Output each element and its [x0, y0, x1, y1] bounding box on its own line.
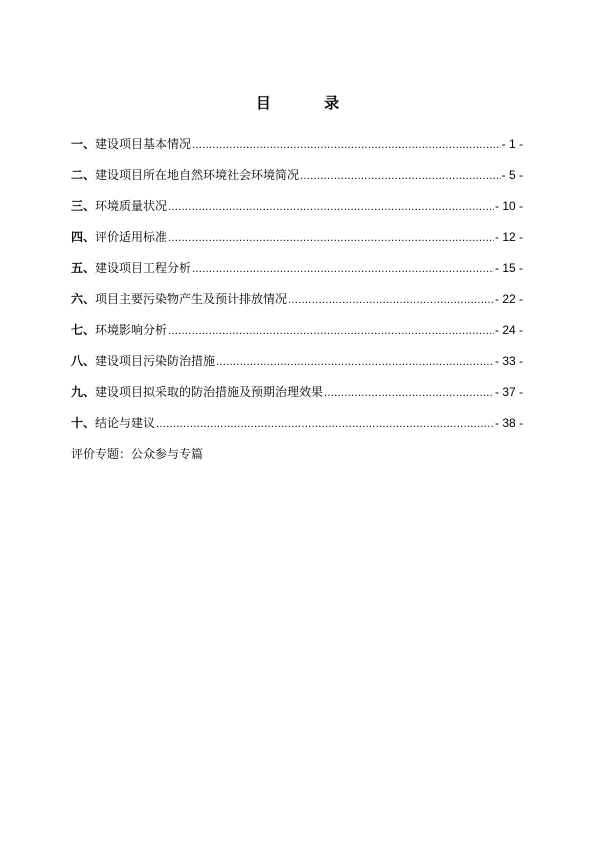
- toc-dot-leader: [168, 198, 494, 218]
- toc-entry-page: - 12 -: [494, 230, 523, 244]
- toc-entry-page: - 15 -: [494, 261, 523, 275]
- toc-entry-page: - 37 -: [494, 385, 523, 399]
- toc-entry[interactable]: [71, 196, 523, 227]
- toc-entry[interactable]: [71, 227, 523, 258]
- toc-entry-title: 结论与建议: [95, 416, 156, 430]
- toc-entry[interactable]: [71, 289, 523, 320]
- table-of-contents: [71, 134, 523, 444]
- toc-entry-title: 环境质量状况: [95, 199, 168, 213]
- toc-entry-title: 环境影响分析: [95, 323, 168, 337]
- toc-entry-title: 建设项目基本情况: [95, 137, 192, 151]
- toc-entry-number: 四、: [71, 230, 96, 244]
- toc-dot-leader: [168, 229, 494, 249]
- toc-entry[interactable]: [71, 413, 523, 444]
- toc-dot-leader: [324, 384, 494, 404]
- toc-entry-title: 建设项目所在地自然环境社会环境简况: [95, 168, 300, 182]
- toc-entry-title: 建设项目工程分析: [95, 261, 192, 275]
- toc-entry-page: - 33 -: [494, 354, 523, 368]
- toc-entry-title: 项目主要污染物产生及预计排放情况: [95, 292, 288, 306]
- toc-entry[interactable]: [71, 382, 523, 413]
- toc-entry[interactable]: [71, 165, 523, 196]
- toc-entry-number: 一、: [71, 137, 96, 151]
- toc-entry-number: 九、: [71, 385, 96, 399]
- toc-entry-page: - 38 -: [494, 416, 523, 430]
- toc-entry-number: 三、: [71, 199, 96, 213]
- toc-dot-leader: [216, 353, 494, 373]
- toc-dot-leader: [288, 291, 494, 311]
- toc-entry-number: 二、: [71, 168, 96, 182]
- toc-entry-number: 五、: [71, 261, 96, 275]
- toc-dot-leader: [168, 322, 494, 342]
- toc-dot-leader: [156, 415, 494, 435]
- appendix-note: 评价专题：公众参与专篇: [71, 447, 204, 461]
- toc-entry[interactable]: [71, 320, 523, 351]
- toc-entry-page: - 1 -: [501, 137, 523, 151]
- toc-dot-leader: [192, 136, 501, 156]
- toc-entry-number: 八、: [71, 354, 96, 368]
- page-title: 目 录: [255, 94, 364, 112]
- toc-entry-page: - 22 -: [494, 292, 523, 306]
- toc-entry-number: 六、: [71, 292, 96, 306]
- toc-entry[interactable]: [71, 258, 523, 289]
- toc-dot-leader: [300, 167, 501, 187]
- toc-entry-number: 七、: [71, 323, 96, 337]
- toc-dot-leader: [192, 260, 494, 280]
- toc-entry-page: - 5 -: [501, 168, 523, 182]
- toc-entry[interactable]: [71, 134, 523, 165]
- toc-entry-title: 评价适用标准: [95, 230, 168, 244]
- toc-entry-page: - 24 -: [494, 323, 523, 337]
- toc-entry-title: 建设项目拟采取的防治措施及预期治理效果: [95, 385, 324, 399]
- toc-entry-title: 建设项目污染防治措施: [95, 354, 216, 368]
- toc-entry-page: - 10 -: [494, 199, 523, 213]
- toc-entry[interactable]: [71, 351, 523, 382]
- toc-entry-number: 十、: [71, 416, 96, 430]
